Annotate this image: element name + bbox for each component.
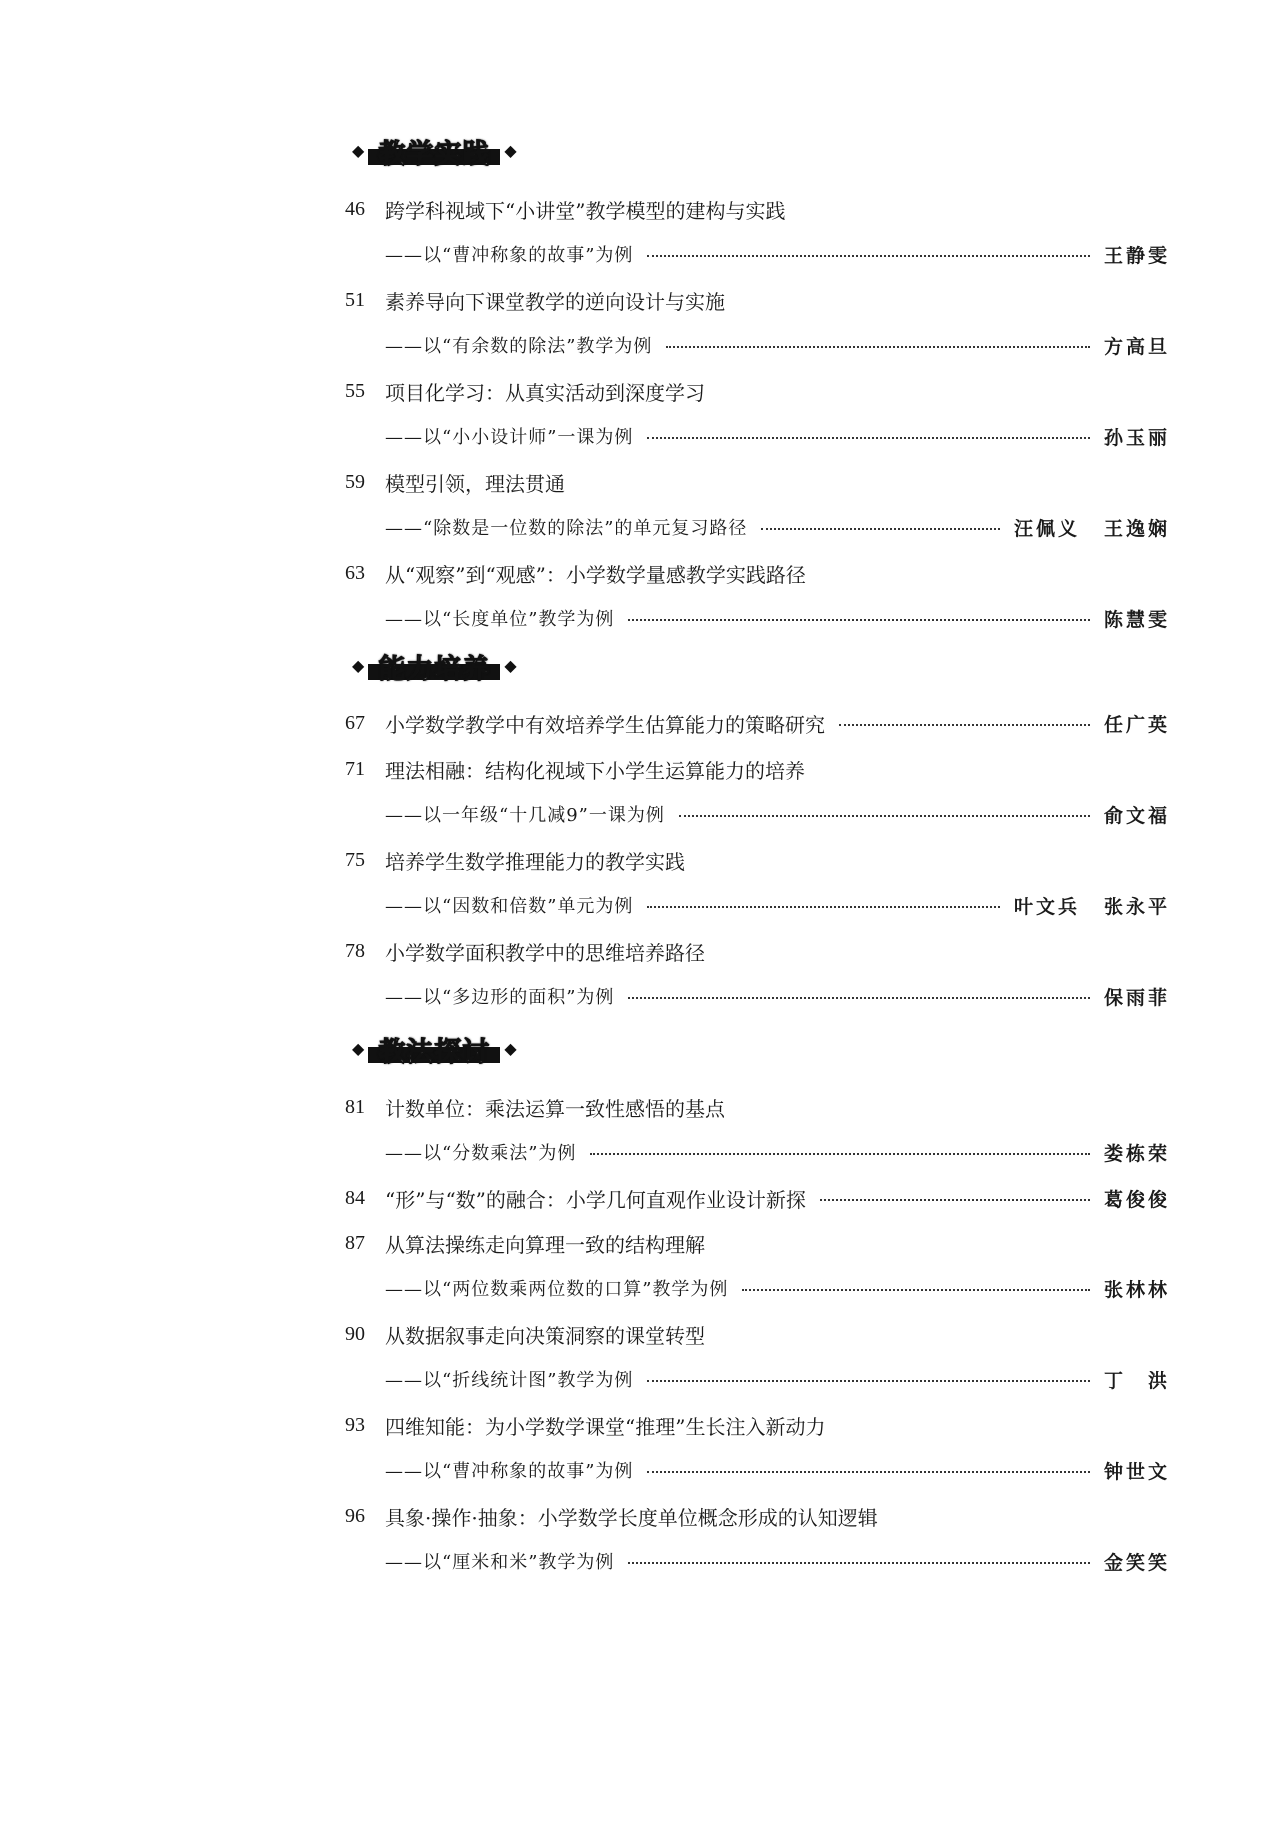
article-subtitle: ——以“有余数的除法”教学为例 — [385, 336, 653, 357]
toc-entry[interactable] — [345, 708, 1170, 738]
author-name: 王静雯 — [1103, 244, 1170, 267]
author-name: 叶文兵 — [1013, 895, 1080, 918]
leader-dots — [647, 437, 1090, 439]
toc-entry[interactable] — [345, 376, 1170, 406]
author-name: 俞文福 — [1103, 804, 1170, 827]
article-subtitle: ——以“曹冲称象的故事”为例 — [385, 245, 634, 266]
toc-entry[interactable] — [345, 1319, 1170, 1349]
article-subtitle: ——以“曹冲称象的故事”为例 — [385, 1461, 634, 1482]
article-title: 跨学科视域下“小讲堂”教学模型的建构与实践 — [385, 198, 786, 223]
article-title: 培养学生数学推理能力的教学实践 — [385, 849, 685, 874]
article-title: 小学数学面积教学中的思维培养路径 — [385, 940, 705, 965]
section-title: 教学实践 — [378, 138, 491, 170]
leader-dots — [820, 1199, 1090, 1201]
article-subtitle-line — [385, 1137, 1170, 1167]
toc-entry[interactable] — [345, 1501, 1170, 1531]
page-number: 93 — [345, 1413, 365, 1436]
toc-entry[interactable] — [345, 754, 1170, 784]
leader-dots — [647, 255, 1090, 257]
article-title: 理法相融：结构化视域下小学生运算能力的培养 — [385, 758, 805, 783]
leader-dots — [628, 1562, 1090, 1564]
leader-dots — [628, 619, 1090, 621]
article-subtitle-line — [385, 1364, 1170, 1394]
author-name: 任广英 — [1103, 713, 1170, 736]
article-title: 计数单位：乘法运算一致性感悟的基点 — [385, 1096, 725, 1121]
article-subtitle: ——“除数是一位数的除法”的单元复习路径 — [385, 518, 748, 539]
article-subtitle-line — [385, 421, 1170, 451]
section-header — [352, 1028, 517, 1070]
leader-dots — [647, 1380, 1090, 1382]
page-number: 71 — [345, 757, 365, 780]
toc-entry[interactable] — [345, 1183, 1170, 1213]
leader-dots — [647, 1471, 1090, 1473]
toc-entry[interactable] — [345, 1228, 1170, 1258]
page-number: 67 — [345, 711, 365, 734]
article-subtitle: ——以“折线统计图”教学为例 — [385, 1370, 634, 1391]
page-number: 46 — [345, 197, 365, 220]
article-subtitle-line — [385, 1546, 1170, 1576]
diamond-icon: ◆ — [352, 656, 365, 675]
author-name: 金笑笑 — [1103, 1551, 1170, 1574]
article-subtitle-line — [385, 330, 1170, 360]
page-number: 84 — [345, 1186, 365, 1209]
toc-entry[interactable] — [345, 558, 1170, 588]
section-title: 能力培养 — [378, 653, 491, 685]
page-number: 59 — [345, 470, 365, 493]
page-number: 90 — [345, 1322, 365, 1345]
article-title: 模型引领，理法贯通 — [385, 471, 565, 496]
section-header — [352, 645, 517, 687]
toc-entry[interactable] — [345, 285, 1170, 315]
page-number: 78 — [345, 939, 365, 962]
author-name: 孙玉丽 — [1103, 426, 1170, 449]
page-number: 55 — [345, 379, 365, 402]
article-subtitle-line — [385, 603, 1170, 633]
diamond-icon: ◆ — [504, 656, 517, 675]
article-subtitle: ——以“两位数乘两位数的口算”教学为例 — [385, 1279, 729, 1300]
leader-dots — [761, 528, 1000, 530]
leader-dots — [839, 724, 1090, 726]
section-label-box — [368, 132, 500, 171]
diamond-icon: ◆ — [504, 1039, 517, 1058]
leader-dots — [628, 997, 1090, 999]
article-title: 从算法操练走向算理一致的结构理解 — [385, 1232, 705, 1257]
leader-dots — [590, 1153, 1090, 1155]
page-number: 51 — [345, 288, 365, 311]
page-number: 63 — [345, 561, 365, 584]
article-subtitle: ——以“多边形的面积”为例 — [385, 987, 615, 1008]
toc-entry[interactable] — [345, 936, 1170, 966]
article-title: “形”与“数”的融合：小学几何直观作业设计新探 — [385, 1187, 806, 1212]
article-subtitle: ——以“分数乘法”为例 — [385, 1143, 577, 1164]
author-name: 钟世文 — [1103, 1460, 1170, 1483]
author-name: 汪佩义 — [1013, 517, 1080, 540]
author-name: 娄栋荣 — [1103, 1142, 1170, 1165]
article-title: 从数据叙事走向决策洞察的课堂转型 — [385, 1323, 705, 1348]
toc-entry[interactable] — [345, 467, 1170, 497]
article-subtitle-line — [385, 1455, 1170, 1485]
leader-dots — [679, 815, 1090, 817]
page-number: 75 — [345, 848, 365, 871]
page-number: 96 — [345, 1504, 365, 1527]
article-title: 素养导向下课堂教学的逆向设计与实施 — [385, 289, 725, 314]
author-name: 葛俊俊 — [1103, 1188, 1170, 1211]
article-title: 小学数学教学中有效培养学生估算能力的策略研究 — [385, 712, 825, 737]
article-subtitle: ——以“小小设计师”一课为例 — [385, 427, 634, 448]
page-number: 87 — [345, 1231, 365, 1254]
article-subtitle: ——以“厘米和米”教学为例 — [385, 1552, 615, 1573]
author-name: 方高旦 — [1103, 335, 1170, 358]
article-subtitle: ——以“长度单位”教学为例 — [385, 609, 615, 630]
article-subtitle-line — [385, 239, 1170, 269]
article-title: 从“观察”到“观感”：小学数学量感教学实践路径 — [385, 562, 806, 587]
toc-entry[interactable] — [345, 194, 1170, 224]
article-subtitle-line — [385, 1273, 1170, 1303]
article-subtitle: ——以一年级“十几减9”一课为例 — [385, 805, 665, 826]
section-title: 教法探讨 — [378, 1036, 491, 1068]
article-title: 四维知能：为小学数学课堂“推理”生长注入新动力 — [385, 1414, 826, 1439]
section-header — [352, 130, 517, 172]
toc-entry[interactable] — [345, 845, 1170, 875]
author-name: 陈慧雯 — [1103, 608, 1170, 631]
author-name: 王逸娴 — [1103, 517, 1170, 540]
article-subtitle-line — [385, 512, 1170, 542]
leader-dots — [666, 346, 1090, 348]
author-name: 张永平 — [1103, 895, 1170, 918]
diamond-icon: ◆ — [352, 141, 365, 160]
author-name: 丁 洪 — [1103, 1369, 1170, 1392]
toc-entry[interactable] — [345, 1092, 1170, 1122]
article-subtitle-line — [385, 890, 1170, 920]
section-label-box — [368, 1030, 500, 1069]
leader-dots — [742, 1289, 1090, 1291]
article-subtitle: ——以“因数和倍数”单元为例 — [385, 896, 634, 917]
author-name: 保雨菲 — [1103, 986, 1170, 1009]
article-subtitle-line — [385, 799, 1170, 829]
diamond-icon: ◆ — [352, 1039, 365, 1058]
article-title: 项目化学习：从真实活动到深度学习 — [385, 380, 705, 405]
page-number: 81 — [345, 1095, 365, 1118]
toc-entry[interactable] — [345, 1410, 1170, 1440]
author-name: 张林林 — [1103, 1278, 1170, 1301]
article-subtitle-line — [385, 981, 1170, 1011]
diamond-icon: ◆ — [504, 141, 517, 160]
leader-dots — [647, 906, 1000, 908]
section-label-box — [368, 647, 500, 686]
article-title: 具象·操作·抽象：小学数学长度单位概念形成的认知逻辑 — [385, 1505, 878, 1530]
